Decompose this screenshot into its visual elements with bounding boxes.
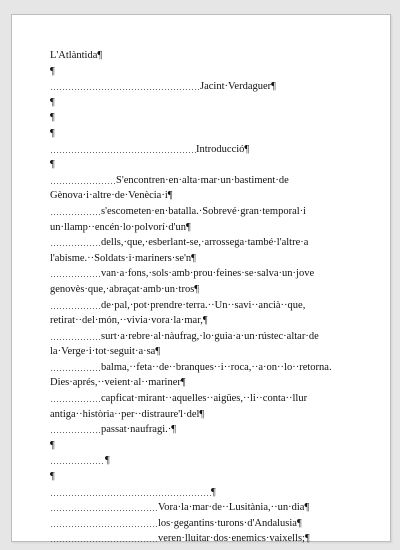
- tab-leader: [50, 531, 158, 547]
- body-line: balma,··feta··de··branques··i··roca,··a·on··lo··retorna.: [50, 360, 350, 376]
- tab-leader: [50, 204, 101, 220]
- tab-leader: [50, 422, 101, 438]
- empty-paragraph: ¶: [50, 485, 350, 501]
- empty-paragraph: ¶: [50, 439, 55, 451]
- body-line: passat·naufragi.·¶: [50, 422, 350, 438]
- verse-line: veren·lluitar·dos·enemics·vaixells;¶: [50, 531, 350, 547]
- body-line: l'abisme.··Soldats·i·mariners·se'n¶: [50, 252, 196, 264]
- tab-leader: [50, 360, 101, 376]
- body-line: van·a·fons,·sols·amb·prou·feines·se·salva·un·jove: [50, 266, 350, 282]
- tab-leader: [50, 142, 196, 158]
- body-line: dells,·que,·esberlant-se,·arrossega·també·l'altre·a: [50, 235, 350, 251]
- tab-leader: [50, 453, 105, 469]
- tab-leader: [50, 516, 158, 532]
- body-line: capficat·mirant··aquelles··aigües,··li··conta··llur: [50, 391, 350, 407]
- tab-leader: [50, 391, 101, 407]
- body-line: surt·a·rebre·al·nàufrag,·lo·guia·a·un·rústec·altar·de: [50, 329, 350, 345]
- body-line: Dies·aprés,··veient·al··mariner¶: [50, 377, 186, 389]
- empty-paragraph: ¶: [50, 159, 55, 171]
- body-line: un·llamp··encén·lo·polvorí·d'un¶: [50, 221, 191, 233]
- empty-paragraph: ¶: [50, 65, 55, 77]
- tab-leader: [50, 79, 200, 95]
- body-line: s'escometen·en·batalla.·Sobrevé·gran·temporal·i: [50, 204, 350, 220]
- tab-leader: [50, 266, 101, 282]
- document-text: [50, 48, 350, 547]
- body-line: genovès·que,·abraçat·amb·un·tros¶: [50, 283, 200, 295]
- empty-paragraph: ¶: [50, 453, 350, 469]
- tab-leader: [50, 298, 101, 314]
- tab-leader: [50, 329, 101, 345]
- body-line: de·pal,·pot·prendre·terra.··Un··savi··ancià··que,: [50, 298, 350, 314]
- body-line: S'encontren·en·alta·mar·un·bastiment·de: [50, 173, 350, 189]
- document-page: [11, 14, 391, 545]
- body-line: antiga··història··per··distraure'l·del¶: [50, 408, 205, 420]
- tab-leader: [50, 485, 211, 501]
- empty-paragraph: ¶: [50, 96, 55, 108]
- empty-paragraph: ¶: [50, 127, 55, 139]
- author-line: Jacint·Verdaguer¶: [50, 79, 350, 95]
- empty-paragraph: ¶: [50, 112, 55, 124]
- section-heading: Introducció¶: [50, 142, 350, 158]
- verse-line: los·gegantins·turons·d'Andalusia¶: [50, 516, 350, 532]
- title-line: L'Atlàntida¶: [50, 50, 103, 61]
- empty-paragraph: ¶: [50, 471, 55, 483]
- tab-leader: [50, 235, 101, 251]
- body-line: retirat··del·món,··vivia·vora·la·mar,¶: [50, 315, 208, 327]
- verse-line: Vora·la·mar·de··Lusitània,··un·dia¶: [50, 500, 350, 516]
- body-line: la·Verge·i·tot·seguit·a·sa¶: [50, 346, 161, 358]
- tab-leader: [50, 500, 158, 516]
- body-line: Gènova·i·altre·de·Venècia·i¶: [50, 190, 173, 202]
- tab-leader: [50, 173, 116, 189]
